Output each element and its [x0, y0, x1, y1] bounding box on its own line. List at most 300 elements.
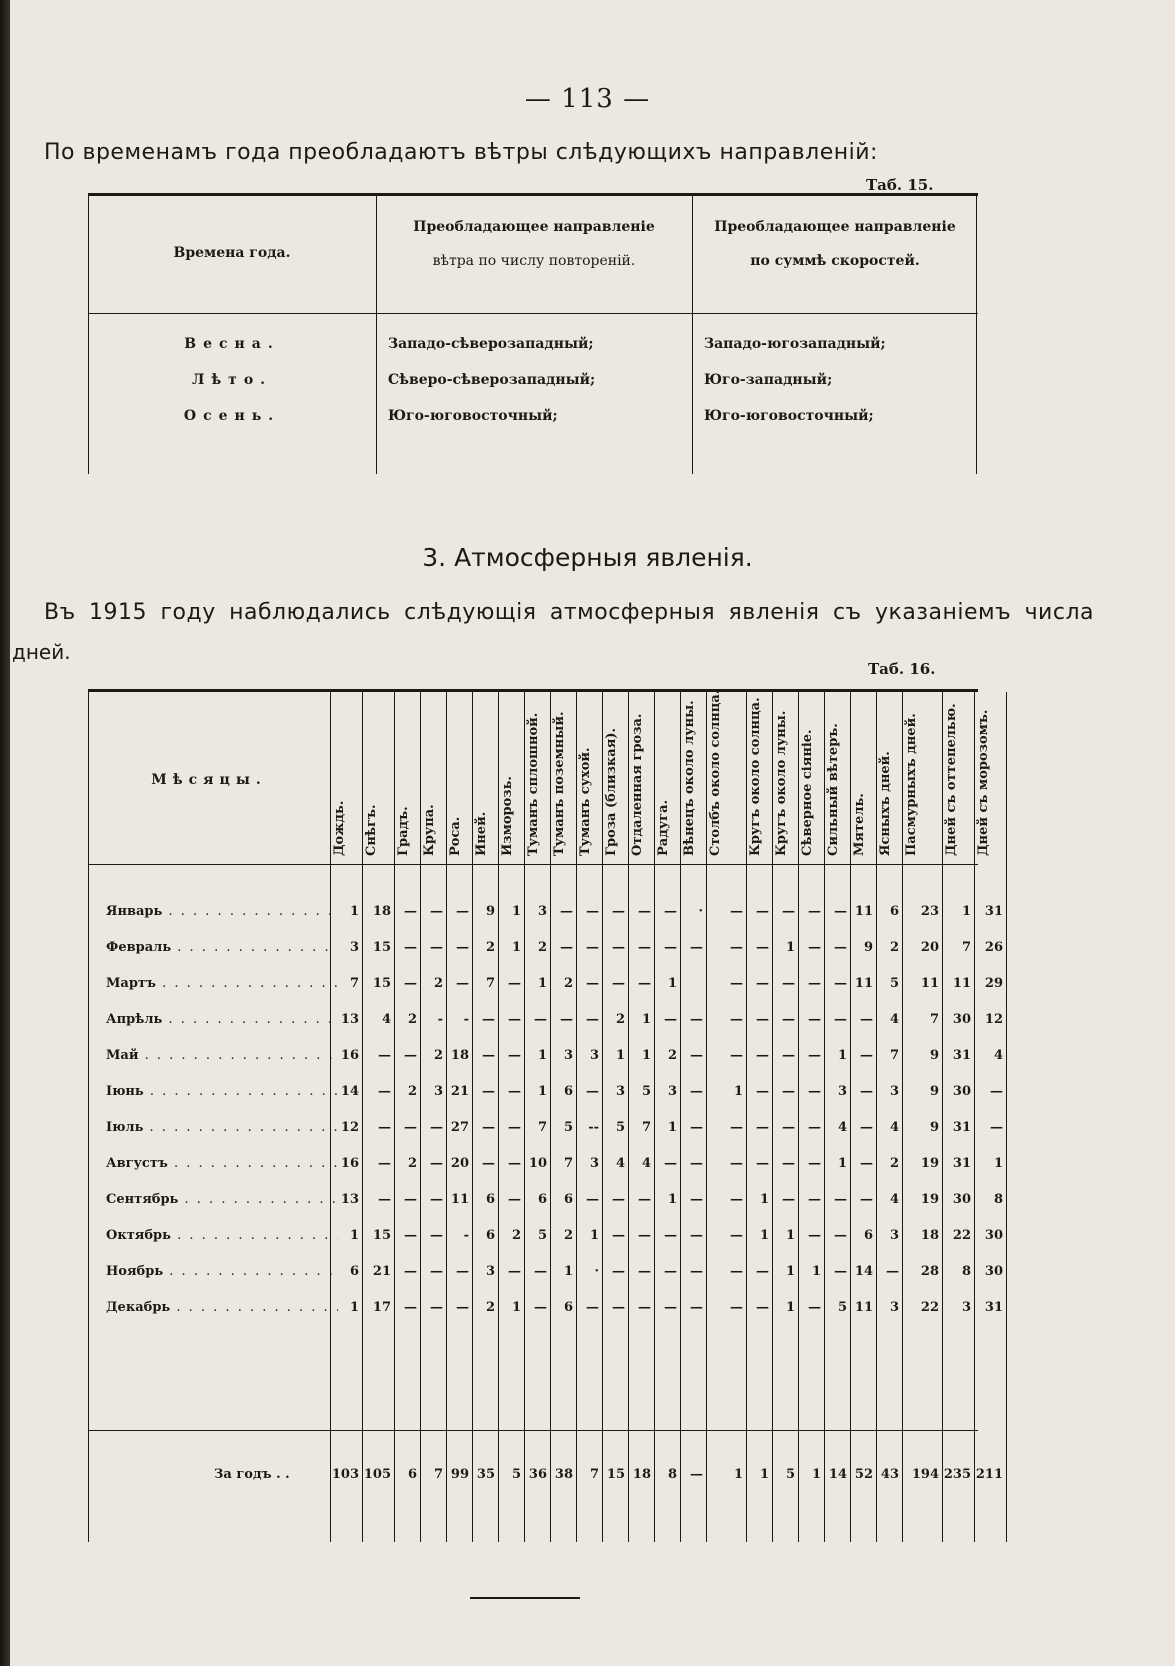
- table-cell: —: [612, 1228, 625, 1243]
- table-cell: 6: [863, 1228, 873, 1243]
- table-cell: —: [404, 1120, 417, 1135]
- total-cell: 6: [407, 1467, 417, 1482]
- table-cell: —: [730, 1264, 743, 1279]
- book-spine-shadow: [0, 0, 10, 1666]
- column-header: Радуга.: [656, 799, 671, 856]
- table-cell: 5: [641, 1084, 651, 1099]
- autumn-by-speed: Юго-юговосточный;: [704, 408, 874, 424]
- table-cell: 30: [984, 1228, 1003, 1243]
- table-cell: —: [612, 904, 625, 919]
- table-cell: —: [560, 904, 573, 919]
- bottom-rule: [470, 1597, 580, 1599]
- table-cell: —: [586, 940, 599, 955]
- table-cell: —: [482, 1120, 495, 1135]
- table-cell: —: [404, 904, 417, 919]
- month-label: Іюль . . .: [106, 1120, 338, 1135]
- total-cell: 105: [363, 1467, 391, 1482]
- table-cell: —: [612, 976, 625, 991]
- by-count-header-line2: вѣтра по числу повтореній.: [432, 253, 636, 269]
- table-cell: 3: [667, 1084, 677, 1099]
- table-cell: 15: [372, 976, 391, 991]
- seasons-table-label: Таб. 15.: [866, 176, 934, 194]
- total-cell: 235: [943, 1467, 971, 1482]
- table-cell: 6: [485, 1192, 495, 1207]
- table-cell: 1: [349, 904, 359, 919]
- table-cell: 11: [854, 904, 873, 919]
- column-divider: [942, 692, 943, 1542]
- table-cell: —: [808, 904, 821, 919]
- table-cell: —: [508, 1048, 521, 1063]
- table-cell: —: [638, 940, 651, 955]
- table-cell: 2: [433, 976, 443, 991]
- table-cell: 1: [837, 1156, 847, 1171]
- table-cell: —: [782, 1048, 795, 1063]
- table-cell: 14: [340, 1084, 359, 1099]
- column-header: Изморозь.: [500, 776, 515, 856]
- table-cell: —: [404, 940, 417, 955]
- column-header: Кругъ около солнца.: [748, 697, 763, 856]
- total-cell: 18: [632, 1467, 651, 1482]
- table-cell: 9: [929, 1048, 939, 1063]
- table-cell: —: [860, 1156, 873, 1171]
- table-cell: 3: [961, 1300, 971, 1315]
- table-cell: 1: [759, 1228, 769, 1243]
- column-divider: [746, 692, 747, 1542]
- table-cell: 3: [589, 1048, 599, 1063]
- table-cell: —: [482, 1012, 495, 1027]
- table-cell: 10: [528, 1156, 547, 1171]
- table-cell: —: [456, 976, 469, 991]
- table-cell: 13: [340, 1192, 359, 1207]
- table-cell: 1: [589, 1228, 599, 1243]
- table-cell: 2: [511, 1228, 521, 1243]
- total-cell: 7: [589, 1467, 599, 1482]
- table-cell: —: [808, 1120, 821, 1135]
- table-cell: —: [664, 940, 677, 955]
- spring-by-speed: Западо-югозападный;: [704, 336, 886, 352]
- table-cell: —: [860, 1120, 873, 1135]
- table-cell: —: [404, 1300, 417, 1315]
- table-cell: 4: [889, 1120, 899, 1135]
- table-cell: —: [690, 1192, 703, 1207]
- column-divider: [362, 692, 363, 1542]
- column-header: Мятель.: [852, 793, 867, 856]
- table-cell: 1: [759, 1192, 769, 1207]
- summer-by-count: Сѣверо-сѣверозападный;: [388, 372, 596, 388]
- month-label: Апрѣль . . .: [106, 1012, 338, 1027]
- table-cell: 6: [537, 1192, 547, 1207]
- table-cell: 7: [961, 940, 971, 955]
- total-cell: 15: [606, 1467, 625, 1482]
- table-cell: —: [404, 1048, 417, 1063]
- table-cell: 6: [563, 1192, 573, 1207]
- table-cell: —: [834, 940, 847, 955]
- table-cell: —: [808, 1192, 821, 1207]
- table-cell: 3: [889, 1300, 899, 1315]
- table-cell: —: [756, 1012, 769, 1027]
- table-cell: 5: [889, 976, 899, 991]
- table-cell: 9: [929, 1120, 939, 1135]
- table-cell: —: [690, 1300, 703, 1315]
- table-cell: 30: [952, 1084, 971, 1099]
- table-cell: 27: [450, 1120, 469, 1135]
- table-cell: —: [664, 904, 677, 919]
- total-cell: 14: [828, 1467, 847, 1482]
- table-cell: —: [730, 1156, 743, 1171]
- table-cell: —: [808, 1300, 821, 1315]
- table-cell: —: [730, 940, 743, 955]
- column-header: Снѣгъ.: [364, 804, 379, 856]
- table-cell: 1: [667, 1192, 677, 1207]
- table-cell: —: [834, 1012, 847, 1027]
- month-label: Іюнь . . .: [106, 1084, 338, 1099]
- table-cell: —: [638, 976, 651, 991]
- table-cell: 18: [450, 1048, 469, 1063]
- column-divider: [330, 692, 331, 1542]
- table-cell: —: [756, 1156, 769, 1171]
- table-cell: —: [756, 976, 769, 991]
- table-cell: —: [730, 1228, 743, 1243]
- table-cell: 1: [537, 976, 547, 991]
- table-cell: 3: [889, 1228, 899, 1243]
- total-cell: 38: [554, 1467, 573, 1482]
- table-cell: —: [378, 1156, 391, 1171]
- column-header: Иней.: [474, 811, 489, 856]
- column-header: Градъ.: [396, 806, 411, 856]
- table-cell: —: [482, 1156, 495, 1171]
- table-cell: 28: [920, 1264, 939, 1279]
- table-cell: ·: [594, 1264, 599, 1279]
- table-cell: —: [730, 904, 743, 919]
- table-cell: —: [586, 976, 599, 991]
- table-cell: —: [430, 1156, 443, 1171]
- month-label: Августъ . . .: [106, 1156, 338, 1171]
- table-cell: 11: [854, 976, 873, 991]
- month-label: Ноябрь . . .: [106, 1264, 338, 1279]
- table-cell: 3: [349, 940, 359, 955]
- total-cell: 43: [880, 1467, 899, 1482]
- total-cell: 99: [450, 1467, 469, 1482]
- season-autumn: Осень.: [183, 408, 281, 424]
- table-cell: 3: [589, 1156, 599, 1171]
- table-cell: —: [482, 1048, 495, 1063]
- table-cell: 21: [450, 1084, 469, 1099]
- table-cell: 4: [837, 1120, 847, 1135]
- table-cell: 1: [511, 904, 521, 919]
- table-cell: 5: [837, 1300, 847, 1315]
- table-cell: 6: [563, 1300, 573, 1315]
- column-header: Столбъ около солнца.: [708, 689, 723, 856]
- table-cell: —: [730, 1192, 743, 1207]
- table-cell: —: [886, 1264, 899, 1279]
- table-cell: 3: [433, 1084, 443, 1099]
- table-cell: 31: [952, 1120, 971, 1135]
- table-cell: —: [808, 1048, 821, 1063]
- paragraph-line1: Въ 1915 году наблюдались слѣдующія атмосферныя явленія съ указаніемъ числа: [44, 600, 1094, 625]
- table-cell: —: [808, 1084, 821, 1099]
- table-cell: -: [437, 1012, 443, 1027]
- paragraph-line2: дней.: [12, 640, 71, 664]
- table-cell: —: [834, 1228, 847, 1243]
- month-label: Декабрь . . .: [106, 1300, 338, 1315]
- month-label: Январь . . .: [106, 904, 338, 919]
- autumn-by-count: Юго-юговосточный;: [388, 408, 558, 424]
- total-cell: 1: [811, 1467, 821, 1482]
- table-cell: —: [756, 1120, 769, 1135]
- table-cell: —: [508, 1264, 521, 1279]
- page-number: — 113 —: [524, 84, 651, 114]
- intro-text: По временамъ года преобладаютъ вѣтры слѣдующихъ направленій:: [44, 140, 878, 165]
- column-header: Кругъ около луны.: [774, 710, 789, 856]
- table-cell: 2: [407, 1084, 417, 1099]
- table-cell: 2: [485, 940, 495, 955]
- table-cell: 1: [785, 1228, 795, 1243]
- table-cell: 11: [854, 1300, 873, 1315]
- column-header: Туманъ поземный.: [552, 711, 567, 856]
- month-label: Мартъ . . .: [106, 976, 338, 991]
- table-cell: 21: [372, 1264, 391, 1279]
- table-cell: —: [860, 1192, 873, 1207]
- table-cell: 1: [349, 1300, 359, 1315]
- table-cell: 12: [340, 1120, 359, 1135]
- table-cell: 3: [563, 1048, 573, 1063]
- table-cell: —: [560, 940, 573, 955]
- column-header: Гроза (близкая).: [604, 727, 619, 856]
- table-cell: 18: [920, 1228, 939, 1243]
- table-cell: —: [756, 1084, 769, 1099]
- table-cell: -: [463, 1012, 469, 1027]
- table-cell: 2: [563, 1228, 573, 1243]
- table-cell: —: [586, 1084, 599, 1099]
- column-divider: [394, 692, 395, 1542]
- column-header: Туманъ сплошной.: [526, 712, 541, 856]
- by-speed-header-line2: по суммѣ скоростей.: [750, 253, 920, 269]
- table-cell: —: [586, 1300, 599, 1315]
- table-cell: —: [782, 1192, 795, 1207]
- table-cell: —: [730, 976, 743, 991]
- table-cell: 2: [407, 1012, 417, 1027]
- table-cell: 7: [485, 976, 495, 991]
- table-cell: —: [756, 1264, 769, 1279]
- summer-by-speed: Юго-западный;: [704, 372, 833, 388]
- table-cell: —: [756, 904, 769, 919]
- table-cell: —: [586, 904, 599, 919]
- table-cell: 1: [667, 976, 677, 991]
- table-cell: —: [404, 1228, 417, 1243]
- season-header: Времена года.: [173, 245, 291, 261]
- table-cell: —: [808, 976, 821, 991]
- table-cell: 30: [952, 1192, 971, 1207]
- table-cell: —: [612, 1264, 625, 1279]
- table-cell: —: [586, 1012, 599, 1027]
- column-header: Дождь.: [332, 800, 347, 856]
- column-header: Дней съ морозомъ.: [976, 709, 991, 856]
- table-cell: —: [508, 1012, 521, 1027]
- total-cell: 5: [511, 1467, 521, 1482]
- table-cell: —: [690, 1120, 703, 1135]
- table-cell: 16: [340, 1156, 359, 1171]
- table-cell: 31: [952, 1156, 971, 1171]
- table-cell: 7: [641, 1120, 651, 1135]
- column-header: Отдаленная гроза.: [630, 713, 645, 856]
- table-cell: —: [638, 1264, 651, 1279]
- table-cell: 2: [615, 1012, 625, 1027]
- table-cell: 1: [537, 1048, 547, 1063]
- table-cell: —: [756, 1048, 769, 1063]
- table-cell: —: [730, 1048, 743, 1063]
- table-cell: —: [638, 1192, 651, 1207]
- table-cell: —: [456, 940, 469, 955]
- table-cell: 31: [984, 1300, 1003, 1315]
- column-header: Пасмурныхъ дней.: [904, 713, 919, 856]
- table-cell: —: [404, 1192, 417, 1207]
- season-summer: Лѣто.: [191, 372, 273, 388]
- table-cell: 17: [372, 1300, 391, 1315]
- table-cell: —: [690, 1264, 703, 1279]
- table-cell: —: [690, 1228, 703, 1243]
- table-cell: —: [808, 1228, 821, 1243]
- table-cell: —: [782, 1084, 795, 1099]
- total-cell: 1: [733, 1467, 743, 1482]
- table-cell: ·: [698, 904, 703, 919]
- table-cell: —: [508, 1156, 521, 1171]
- total-cell: 35: [476, 1467, 495, 1482]
- table-cell: —: [990, 1120, 1003, 1135]
- table-cell: 3: [485, 1264, 495, 1279]
- by-speed-header-line1: Преобладающее направленіе: [714, 219, 956, 235]
- table-cell: 31: [984, 904, 1003, 919]
- table-cell: 2: [563, 976, 573, 991]
- total-label: За годъ . .: [214, 1467, 290, 1482]
- table-cell: --: [588, 1120, 599, 1135]
- table-cell: 1: [641, 1048, 651, 1063]
- table-cell: —: [612, 1192, 625, 1207]
- table-cell: —: [730, 1300, 743, 1315]
- table-cell: —: [534, 1300, 547, 1315]
- spring-by-count: Западо-сѣверозападный;: [388, 336, 594, 352]
- table-cell: 9: [863, 940, 873, 955]
- table-cell: —: [378, 1120, 391, 1135]
- column-divider: [88, 692, 89, 1542]
- table-cell: —: [430, 1120, 443, 1135]
- table-cell: —: [508, 1120, 521, 1135]
- table-cell: 13: [340, 1012, 359, 1027]
- column-header: Сильный вѣтеръ.: [826, 723, 841, 856]
- table-cell: —: [860, 1048, 873, 1063]
- table-cell: 1: [993, 1156, 1003, 1171]
- column-divider: [1006, 692, 1007, 1542]
- table-cell: —: [664, 1012, 677, 1027]
- table-cell: —: [690, 1048, 703, 1063]
- table-cell: —: [560, 1012, 573, 1027]
- table-cell: 15: [372, 940, 391, 955]
- table-cell: —: [808, 940, 821, 955]
- table-cell: —: [378, 1192, 391, 1207]
- table-cell: —: [730, 1120, 743, 1135]
- season-spring: Весна.: [184, 336, 280, 352]
- table-cell: 11: [450, 1192, 469, 1207]
- table-cell: —: [690, 1084, 703, 1099]
- table-cell: —: [534, 1264, 547, 1279]
- table-cell: —: [834, 1192, 847, 1207]
- table-cell: —: [508, 1192, 521, 1207]
- table-cell: 1: [837, 1048, 847, 1063]
- total-cell: 1: [759, 1467, 769, 1482]
- seasons-table: [88, 193, 978, 474]
- table-cell: —: [508, 1084, 521, 1099]
- table-cell: 8: [993, 1192, 1003, 1207]
- total-cell: 194: [911, 1467, 939, 1482]
- table-cell: 22: [952, 1228, 971, 1243]
- table-cell: —: [430, 1192, 443, 1207]
- monthly-table-label: Таб. 16.: [868, 660, 936, 678]
- table-cell: 7: [889, 1048, 899, 1063]
- table-cell: —: [508, 976, 521, 991]
- column-header: Роса.: [448, 816, 463, 856]
- table-cell: 2: [537, 940, 547, 955]
- table-cell: 3: [537, 904, 547, 919]
- column-header: Вѣнецъ около луны.: [682, 700, 697, 856]
- month-label: Февраль . . .: [106, 940, 338, 955]
- table-cell: 8: [961, 1264, 971, 1279]
- table-cell: —: [430, 940, 443, 955]
- table-cell: 1: [563, 1264, 573, 1279]
- table-cell: 2: [407, 1156, 417, 1171]
- table-cell: 4: [381, 1012, 391, 1027]
- table-cell: 4: [889, 1012, 899, 1027]
- table-cell: 1: [641, 1012, 651, 1027]
- table-cell: 20: [920, 940, 939, 955]
- table-cell: 1: [811, 1264, 821, 1279]
- table-cell: 1: [615, 1048, 625, 1063]
- table-cell: 1: [537, 1084, 547, 1099]
- table-cell: 3: [615, 1084, 625, 1099]
- column-header: Сѣверное сіяніе.: [800, 729, 815, 856]
- total-cell: 8: [667, 1467, 677, 1482]
- table-cell: -: [463, 1228, 469, 1243]
- table-cell: —: [808, 1156, 821, 1171]
- table-cell: 2: [889, 1156, 899, 1171]
- table-cell: 14: [854, 1264, 873, 1279]
- table-cell: 29: [984, 976, 1003, 991]
- table-cell: —: [404, 1264, 417, 1279]
- table-cell: 22: [920, 1300, 939, 1315]
- total-cell: 5: [785, 1467, 795, 1482]
- table-cell: —: [586, 1192, 599, 1207]
- table-cell: —: [690, 1156, 703, 1171]
- table-cell: 4: [889, 1192, 899, 1207]
- table-cell: 6: [485, 1228, 495, 1243]
- table-cell: 23: [920, 904, 939, 919]
- months-header: Мѣсяцы.: [151, 772, 267, 788]
- table-cell: —: [782, 976, 795, 991]
- table-cell: —: [378, 1048, 391, 1063]
- table-cell: 1: [667, 1120, 677, 1135]
- table-cell: —: [730, 1012, 743, 1027]
- table-cell: —: [430, 1264, 443, 1279]
- column-header: Туманъ сухой.: [578, 747, 593, 856]
- table-cell: —: [756, 1300, 769, 1315]
- table-cell: —: [664, 1300, 677, 1315]
- table-cell: —: [404, 976, 417, 991]
- table-cell: —: [638, 904, 651, 919]
- table-cell: 3: [837, 1084, 847, 1099]
- table-cell: 30: [984, 1264, 1003, 1279]
- table-cell: —: [430, 904, 443, 919]
- table-cell: —: [860, 1012, 873, 1027]
- column-header: Ясныхъ дней.: [878, 751, 893, 856]
- table-cell: 1: [785, 1264, 795, 1279]
